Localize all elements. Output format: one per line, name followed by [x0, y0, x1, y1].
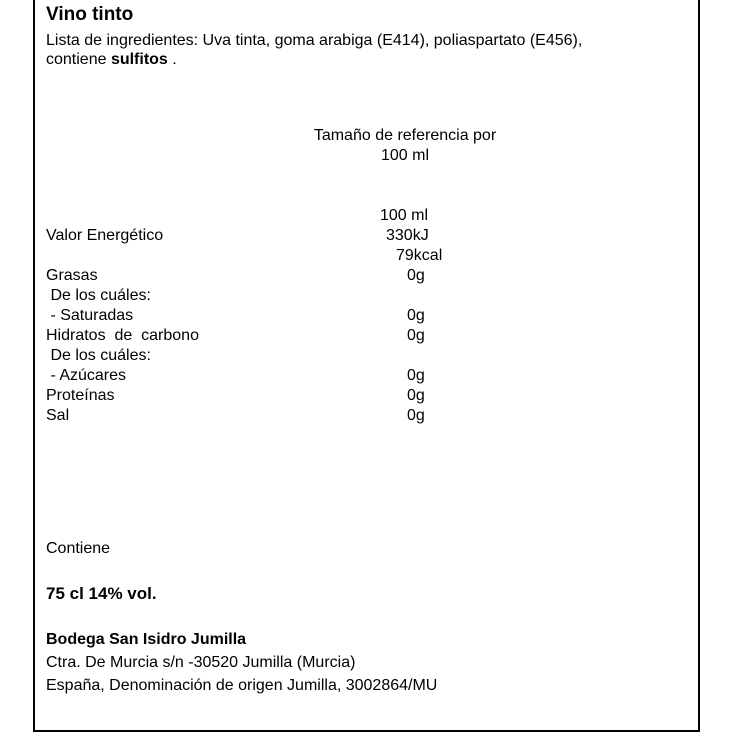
reference-line-2: 100 ml — [380, 147, 430, 164]
nutrition-row-label: Hidratos de carbono — [46, 327, 199, 344]
nutrition-row-label: De los cuáles: — [46, 347, 151, 364]
nutrition-row-label: Sal — [46, 407, 70, 424]
nutrition-row-value: 0g — [407, 387, 425, 404]
ingredients-suffix: . — [167, 51, 177, 68]
nutrition-row-label: - Saturadas — [46, 307, 134, 324]
producer-origin: España, Denominación de origen Jumilla, 3002864/MU — [46, 677, 438, 694]
contains-label: Contiene — [46, 540, 111, 557]
energy-kcal: 79kcal — [396, 247, 443, 264]
nutrition-row-value: 0g — [407, 407, 425, 424]
column-header: 100 ml — [380, 207, 429, 224]
nutrition-row-value: 0g — [407, 267, 425, 284]
nutrition-row-label: - Azúcares — [46, 367, 127, 384]
energy-kj: 330kJ — [386, 227, 429, 244]
producer-address: Ctra. De Murcia s/n -30520 Jumilla (Murcia) — [46, 654, 356, 671]
reference-line-1: Tamaño de referencia por — [313, 127, 497, 144]
energy-label: Valor Energético — [46, 227, 164, 244]
product-title: Vino tinto — [46, 4, 134, 25]
ingredients-prefix: contiene — [46, 51, 111, 68]
nutrition-row-value: 0g — [407, 367, 425, 384]
ingredients-line-2 — [46, 51, 177, 69]
nutrition-row-value: 0g — [407, 307, 425, 324]
label-frame — [33, 0, 700, 732]
nutrition-row-label: Proteínas — [46, 387, 115, 404]
nutrition-row-label: De los cuáles: — [46, 287, 151, 304]
volume-abv: 75 cl 14% vol. — [46, 584, 157, 603]
ingredients-line-1: Lista de ingredientes: Uva tinta, goma arabiga (E414), poliaspartato (E456), — [46, 32, 583, 49]
allergen-sulfitos: sulfitos — [110, 51, 168, 68]
nutrition-row-label: Grasas — [46, 267, 98, 284]
nutrition-row-value: 0g — [407, 327, 425, 344]
producer-name: Bodega San Isidro Jumilla — [46, 631, 247, 648]
